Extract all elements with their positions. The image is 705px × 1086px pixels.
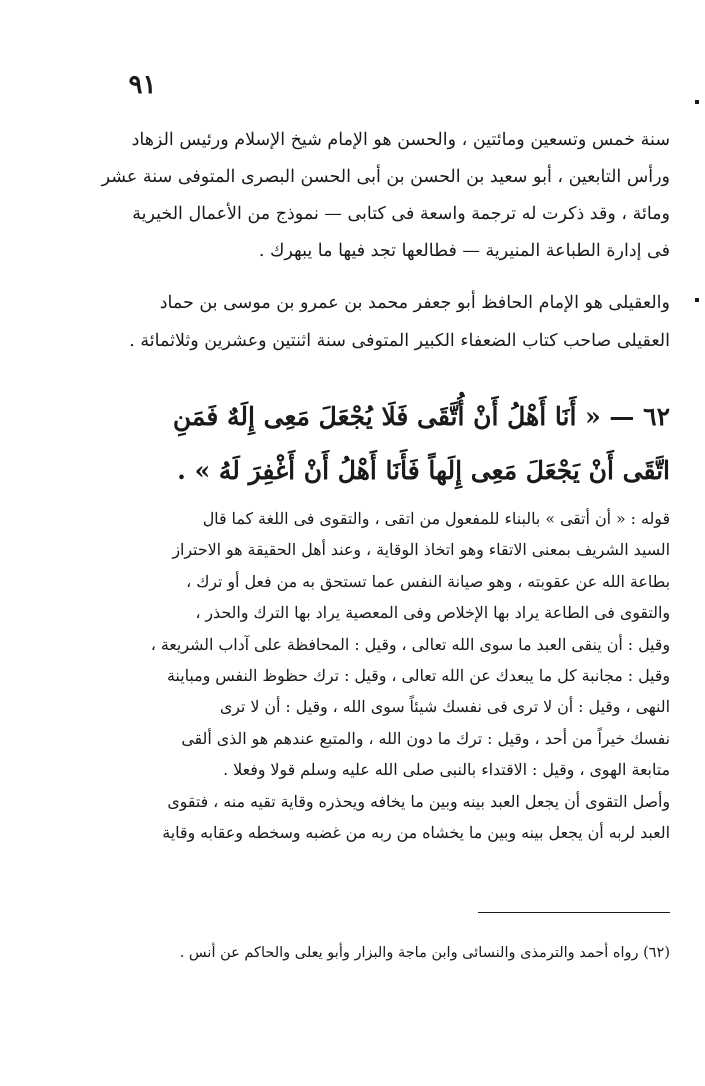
text-line: نفسك خيراً من أحد ، وقيل : ترك ما دون الله ، والمتبع عندهم هو الذى ألقى bbox=[181, 728, 670, 748]
footnote-separator bbox=[478, 912, 670, 913]
footnote: (٦٢) رواه أحمد والترمذى والنسائى وابن ماجة والبزار وأبو يعلى والحاكم عن أنس . bbox=[179, 945, 670, 961]
hadith-line: اتَّقَى أَنْ يَجْعَلَ مَعِى إِلَهاً فَأَنَا أَهْلُ أَنْ أَغْفِرَ لَهُ » . bbox=[177, 456, 670, 485]
paragraph-uqayli bbox=[60, 284, 670, 360]
margin-mark-top bbox=[695, 100, 699, 104]
hadith-text bbox=[60, 390, 670, 498]
margin-mark-middle bbox=[695, 298, 699, 302]
text-line: العبد لربه أن يجعل بينه وبين ما يخشاه من ربه من غضبه وسخطه وعقابه وقاية bbox=[162, 822, 670, 842]
page-number: ٩١ bbox=[128, 70, 157, 100]
text-line: والعقيلى هو الإمام الحافظ أبو جعفر محمد بن عمرو بن موسى بن حماد bbox=[159, 293, 670, 313]
text-line: وقيل : أن ينقى العبد ما سوى الله تعالى ، وقيل : المحافظة على آداب الشريعة ، bbox=[150, 634, 670, 654]
text-line: فى إدارة الطباعة المنيرية — فطالعها تجد فيها ما يبهرك . bbox=[258, 241, 670, 261]
paragraph-biography bbox=[60, 122, 670, 270]
text-line: سنة خمس وتسعين ومائتين ، والحسن هو الإمام شيخ الإسلام ورئيس الزهاد bbox=[131, 130, 670, 150]
text-line: ومائة ، وقد ذكرت له ترجمة واسعة فى كتابى — نموذج من الأعمال الخيرية bbox=[132, 204, 670, 224]
text-line: النهى ، وقيل : أن لا ترى فى نفسك شيئاً سوى الله ، وقيل : أن لا ترى bbox=[219, 697, 670, 717]
text-line: العقيلى صاحب كتاب الضعفاء الكبير المتوفى سنة اثنتين وعشرين وثلاثمائة . bbox=[129, 331, 670, 351]
commentary-paragraph bbox=[60, 503, 670, 848]
text-line: قوله : « أن أتقى » بالبناء للمفعول من اتقى ، والتقوى فى اللغة كما قال bbox=[202, 509, 670, 528]
text-line: بطاعة الله عن عقوبته ، وهو صيانة النفس عما تستحق به من فعل أو ترك ، bbox=[186, 571, 670, 591]
text-line: متابعة الهوى ، وقيل : الاقتداء بالنبى صلى الله عليه وسلم قولا وفعلا . bbox=[223, 760, 670, 780]
text-line: والتقوى فى الطاعة يراد بها الإخلاص وفى المعصية يراد بها الترك والحذر ، bbox=[195, 603, 670, 623]
text-line: وقيل : مجانبة كل ما يبعدك عن الله تعالى ، وقيل : ترك حظوظ النفس ومباينة bbox=[166, 665, 670, 685]
text-line: السيد الشريف بمعنى الاتقاء وهو اتخاذ الوقاية ، وعند أهل الحقيقة هو الاحتراز bbox=[172, 540, 670, 560]
text-line: ورأس التابعين ، أبو سعيد بن الحسن بن أبى الحسن البصرى المتوفى سنة عشر bbox=[101, 167, 670, 187]
text-line: وأصل التقوى أن يجعل العبد بينه وبين ما يخافه ويحذره وقاية تقيه منه ، فتقوى bbox=[167, 791, 670, 811]
hadith-line: ٦٢ — « أَنَا أَهْلُ أَنْ أُتَّقَى فَلَا يُجْعَلَ مَعِى إِلَهٌ فَمَنِ bbox=[172, 402, 670, 431]
